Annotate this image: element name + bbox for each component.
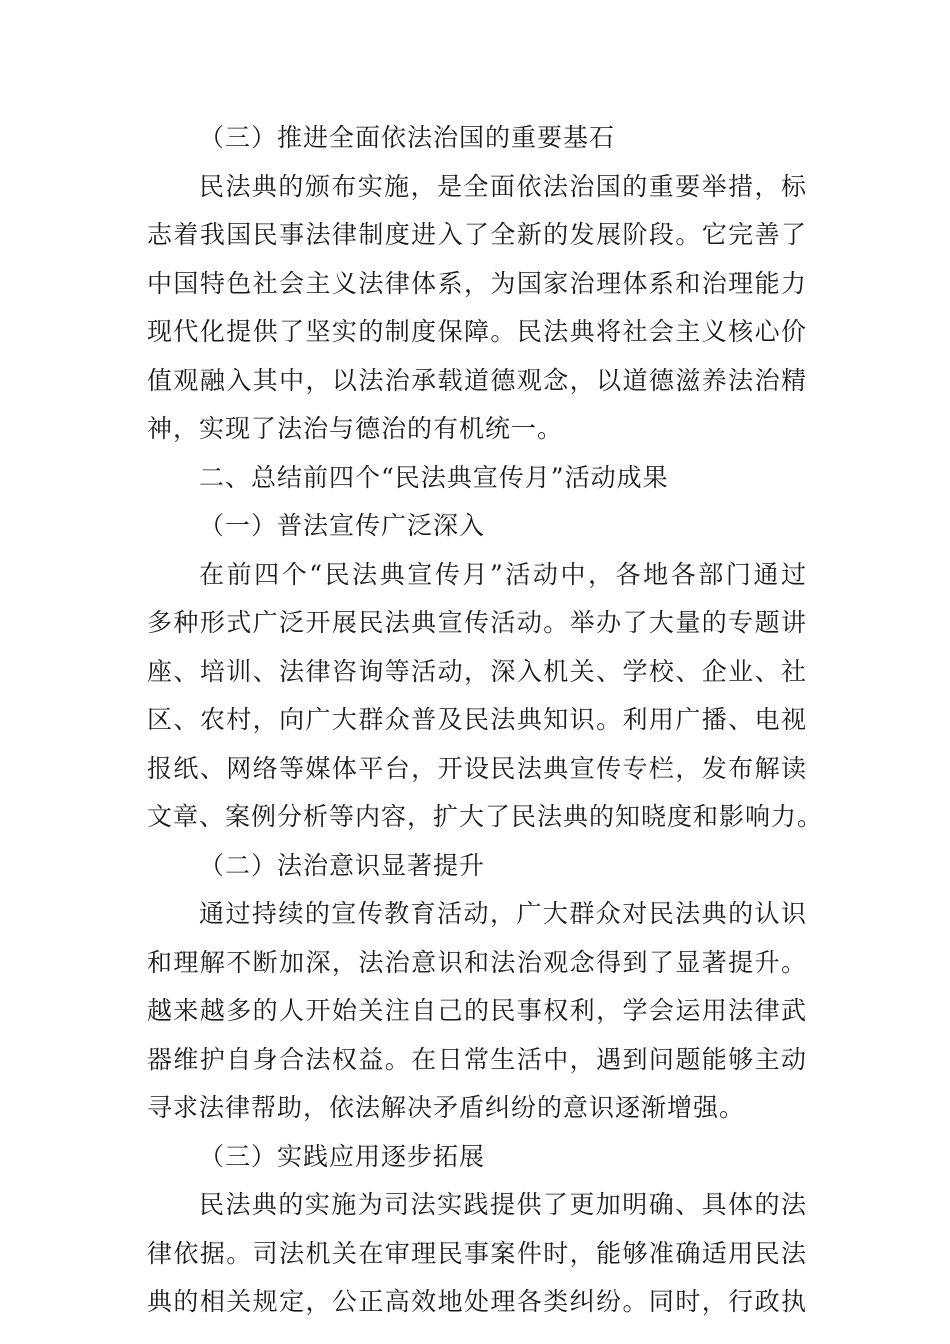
paragraph-line: 在前四个“民法典宣传月”活动中，各地各部门通过 [199, 559, 807, 589]
paragraph-line: 典的相关规定，公正高效地处理各类纠纷。同时，行政执 [147, 1287, 807, 1316]
paragraph-line: 和理解不断加深，法治意识和法治观念得到了显著提升。 [147, 947, 807, 977]
paragraph-line: 民法典的颁布实施，是全面依法治国的重要举措，标 [199, 171, 807, 201]
paragraph-line: 志着我国民事法律制度进入了全新的发展阶段。它完善了 [147, 220, 807, 249]
paragraph-line: 寻求法律帮助，依法解决矛盾纠纷的意识逐渐增强。 [147, 1093, 746, 1122]
paragraph-line: 报纸、网络等媒体平台，开设民法典宣传专栏，发布解读 [147, 753, 807, 783]
paragraph-line: 多种形式广泛开展民法典宣传活动。举办了大量的专题讲 [147, 608, 807, 637]
paragraph-line: 区、农村，向广大群众普及民法典知识。利用广播、电视 [147, 705, 807, 734]
section-heading-1-publicity: （一）普法宣传广泛深入 [199, 511, 486, 540]
paragraph-line: 中国特色社会主义法律体系，为国家治理体系和治理能力 [147, 268, 807, 298]
paragraph-line: 神，实现了法治与德治的有机统一。 [147, 414, 564, 443]
paragraph-line: 文章、案例分析等内容，扩大了民法典的知晓度和影响力。 [147, 802, 824, 831]
section-heading-3-practice: （三）实践应用逐步拓展 [199, 1141, 486, 1171]
section-heading-2-awareness: （二）法治意识显著提升 [199, 850, 486, 880]
paragraph-line: 座、培训、法律咨询等活动，深入机关、学校、企业、社 [147, 656, 807, 686]
chapter-heading-2: 二、总结前四个“民法典宣传月”活动成果 [199, 462, 669, 492]
paragraph-line: 器维护自身合法权益。在日常生活中，遇到问题能够主动 [147, 1044, 807, 1074]
paragraph-line: 值观融入其中，以法治承载道德观念，以道德滋养法治精 [147, 365, 807, 395]
paragraph-line: 律依据。司法机关在审理民事案件时，能够准确适用民法 [147, 1238, 807, 1268]
paragraph-line: 越来越多的人开始关注自己的民事权利，学会运用法律武 [147, 996, 807, 1025]
document-body [147, 114, 824, 1327]
paragraph-line: 现代化提供了坚实的制度保障。民法典将社会主义核心价 [147, 317, 807, 346]
paragraph-line: 民法典的实施为司法实践提供了更加明确、具体的法 [199, 1190, 807, 1219]
paragraph-line: 通过持续的宣传教育活动，广大群众对民法典的认识 [199, 899, 807, 928]
section-heading-3-pillar: （三）推进全面依法治国的重要基石 [199, 123, 616, 152]
